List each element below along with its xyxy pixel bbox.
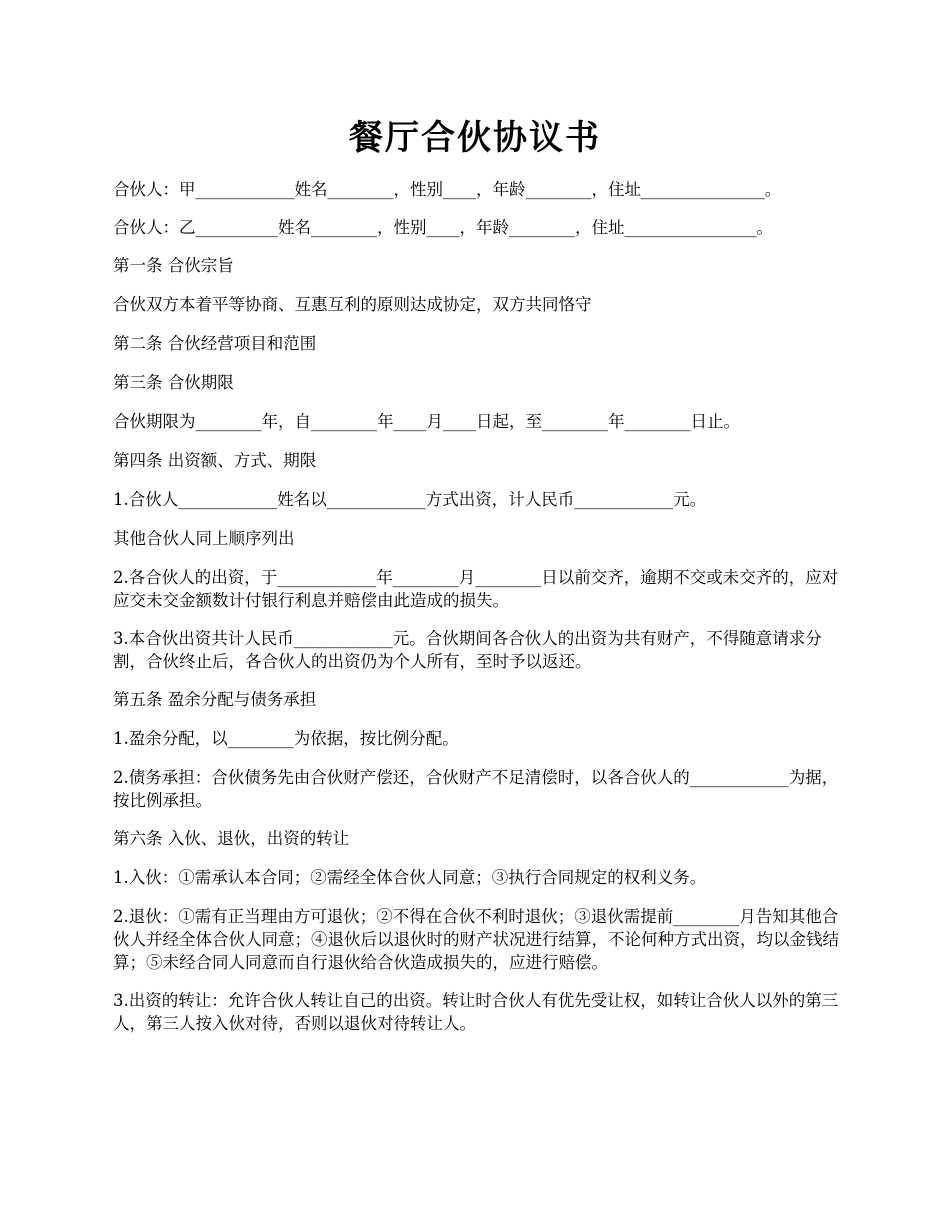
article-3-heading: 第三条 合伙期限 <box>113 373 234 392</box>
partner-a-line: 合伙人：甲____________姓名________，性别____，年龄________，住址_______________。 <box>113 180 782 199</box>
article-5-item-2: 2.债务承担：合伙债务先由合伙财产偿还，合伙财产不足清偿时，以各合伙人的____________为据，按比例承担。 <box>113 768 839 810</box>
article-6-item-2: 2.退伙：①需有正当理由方可退伙；②不得在合伙不利时退伙；③退伙需提前________月告知其他合伙人并经全体合伙人同意；④退伙后以退伙时的财产状况进行结算，不论何种方式出资，均以金钱结算；⑤未经合同人同意而自行退伙给合伙造成损失的，应进行赔偿。 <box>113 907 839 972</box>
article-3-text: 合伙期限为________年，自________年____月____日起，至________年________日止。 <box>113 412 740 431</box>
article-5-heading: 第五条 盈余分配与债务承担 <box>113 690 317 709</box>
article-4-heading: 第四条 出资额、方式、期限 <box>113 451 317 470</box>
article-4-note: 其他合伙人同上顺序列出 <box>113 529 295 548</box>
article-4-item-2: 2.各合伙人的出资，于____________年________月________日以前交齐，逾期不交或未交齐的，应对应交未交金额数计付银行利息并赔偿由此造成的损失。 <box>113 568 839 610</box>
article-4-item-1: 1.合伙人____________姓名以____________方式出资，计人民币____________元。 <box>113 490 707 509</box>
article-1-heading: 第一条 合伙宗旨 <box>113 256 234 275</box>
article-1-text: 合伙双方本着平等协商、互惠互利的原则达成协定，双方共同恪守 <box>113 295 592 314</box>
article-6-item-1: 1.入伙：①需承认本合同；②需经全体合伙人同意；③执行合同规定的权利义务。 <box>113 868 707 887</box>
article-2-heading: 第二条 合伙经营项目和范围 <box>113 334 317 353</box>
partner-b-line: 合伙人：乙__________姓名________，性别____，年龄________，住址________________。 <box>113 218 773 237</box>
article-5-item-1: 1.盈余分配，以________为依据，按比例分配。 <box>113 729 459 748</box>
article-4-item-3: 3.本合伙出资共计人民币____________元。合伙期间各合伙人的出资为共有财产，不得随意请求分割，合伙终止后，各合伙人的出资仍为个人所有，至时予以返还。 <box>113 629 822 671</box>
document-body <box>113 178 853 1050</box>
article-6-heading: 第六条 入伙、退伙，出资的转让 <box>113 829 350 848</box>
article-6-item-3: 3.出资的转让：允许合伙人转让自己的出资。转让时合伙人有优先受让权，如转让合伙人以外的第三人，第三人按入伙对待，否则以退伙对待转让人。 <box>113 991 839 1033</box>
document-title: 餐厅合伙协议书 <box>349 118 601 158</box>
